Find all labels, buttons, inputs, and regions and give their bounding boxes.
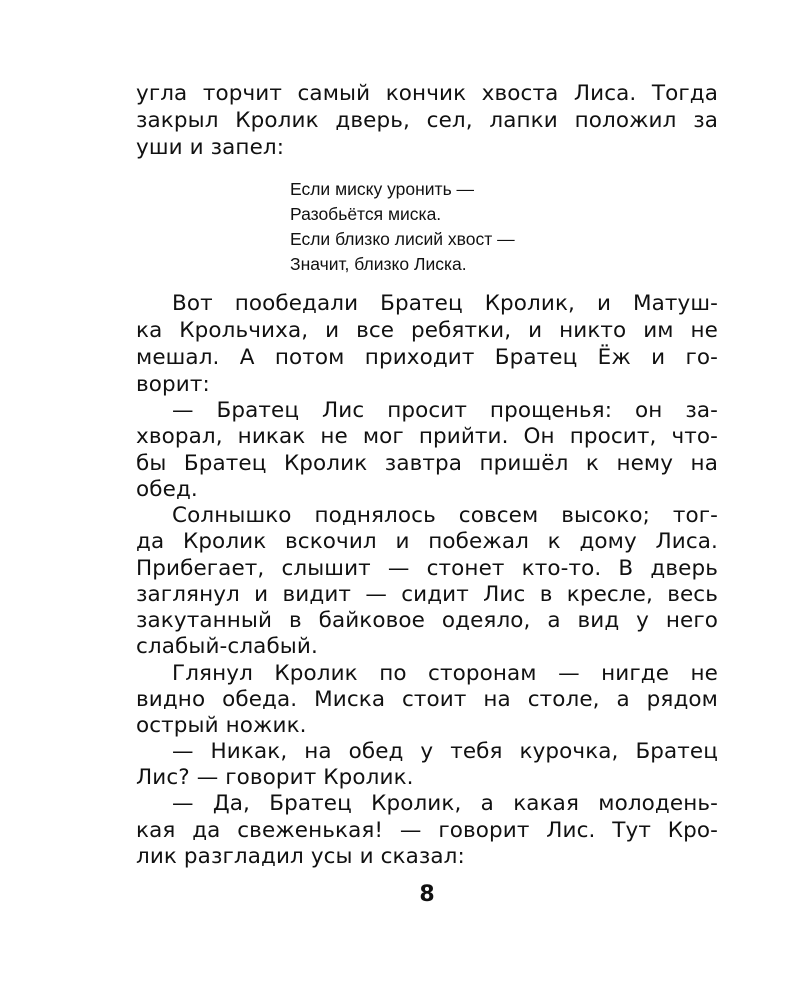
text-line: мешал. А потом приходит Братец Ёж и го- xyxy=(136,345,718,370)
text-line: видно обеда. Миска стоит на столе, а рядом xyxy=(136,687,718,712)
text-line: слабый-слабый. xyxy=(136,634,318,659)
text-line: закутанный в байковое одеяло, а вид у него xyxy=(136,608,718,633)
text-line: Прибегает, слышит — стонет кто-то. В дверь xyxy=(136,556,718,581)
text-line: — Никак, на обед у тебя курочка, Братец xyxy=(172,739,718,764)
text-line: Солнышко поднялось совсем высоко; тог- xyxy=(172,503,718,528)
verse-line: Значит, близко Лиска. xyxy=(290,254,467,274)
text-line: — Да, Братец Кролик, а какая молодень- xyxy=(172,791,718,816)
text-line: — Братец Лис просит прощенья: он за- xyxy=(172,398,718,423)
text-line: Лис? — говорит Кролик. xyxy=(136,765,414,790)
verse-line: Разобьётся миска. xyxy=(290,204,442,224)
text-line: Глянул Кролик по сторонам — нигде не xyxy=(172,661,718,686)
text-line: ворит: xyxy=(136,372,210,397)
verse-line: Если миску уронить — xyxy=(290,179,475,199)
text-line: да Кролик вскочил и побежал к дому Лиса. xyxy=(136,529,718,554)
text-line: уши и запел: xyxy=(136,135,285,160)
verse-line: Если близко лисий хвост — xyxy=(290,229,515,249)
text-line: Вот пообедали Братец Кролик, и Матуш- xyxy=(172,291,718,316)
text-line: кая да свеженькая! — говорит Лис. Тут Кро- xyxy=(136,818,718,843)
text-line: бы Братец Кролик завтра пришёл к нему на xyxy=(136,451,718,476)
text-line: закрыл Кролик дверь, сел, лапки положил за xyxy=(136,108,718,133)
page-number: 8 xyxy=(419,882,435,907)
text-line: лик разгладил усы и сказал: xyxy=(136,844,465,869)
text-line: обед. xyxy=(136,477,198,502)
text-line: угла торчит самый кончик хвоста Лиса. Тогда xyxy=(136,81,718,106)
text-line: острый ножик. xyxy=(136,713,307,738)
text-line: заглянул и видит — сидит Лис в кресле, весь xyxy=(136,582,718,607)
text-line: хворал, никак не мог прийти. Он просит, что- xyxy=(136,424,718,449)
text-line: ка Крольчиха, и все ребятки, и никто им не xyxy=(136,318,718,343)
